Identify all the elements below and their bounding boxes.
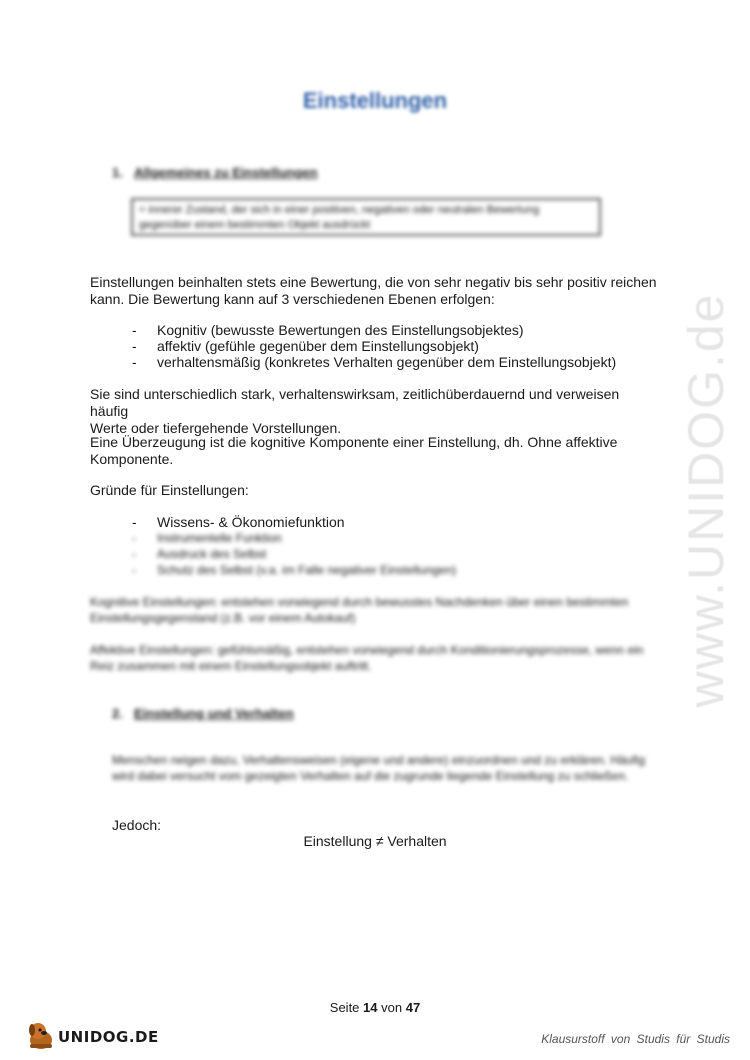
paragraph-line: Werte oder tiefergehende Vorstellungen. xyxy=(90,420,342,436)
paragraph-3 xyxy=(90,434,660,468)
dog-mascot-icon xyxy=(24,1018,58,1052)
section-1-heading xyxy=(112,165,317,180)
section-2-text: Menschen neigen dazu, Verhaltensweisen (eigene und andere) einzuordnen und zu erklären. Häufig wird dabei versucht vom gezeigten Verhalten auf die zugrunde liegende Einstellung zu schließen. xyxy=(112,753,646,783)
section-2-heading xyxy=(112,706,294,721)
list-item: - Instrumentelle Funktion xyxy=(132,531,282,545)
list-item: - Wissens- & Ökonomiefunktion xyxy=(132,514,345,530)
equation: Einstellung ≠ Verhalten xyxy=(303,833,447,849)
paragraph-line: Komponente. xyxy=(90,451,174,467)
paragraph-line: kann. Die Bewertung kann auf 3 verschiedenen Ebenen erfolgen: xyxy=(90,291,495,307)
watermark: www.UNIDOG.de xyxy=(678,292,734,708)
section-title: Einstellung und Verhalten xyxy=(134,706,294,721)
section-number: 1. xyxy=(112,165,123,180)
definition-box: = innerer Zustand, der sich in einer positiven, negativen oder neutralen Bewertung gegenüber einem bestimmten Objekt ausdrückt xyxy=(131,198,601,236)
reasons-list-blurred xyxy=(132,530,456,578)
reasons-list xyxy=(132,514,345,530)
page-title: Einstellungen xyxy=(302,88,448,113)
section-number: 2. xyxy=(112,706,123,721)
paragraph-2 xyxy=(90,386,660,437)
evaluation-levels-list xyxy=(132,322,616,370)
unidog-logo xyxy=(24,1018,164,1052)
paragraph-line: Einstellungen beinhalten stets eine Bewertung, die von sehr negativ bis sehr positiv reichen xyxy=(90,274,657,290)
affective-note: Affektive Einstellungen: gefühlsmäßig, entstehen vorwiegend durch Konditionierungsprozesse, wenn ein Reiz zusammen mit einem Einstellungsobjekt auftritt. xyxy=(90,643,644,673)
list-item: - Schutz des Selbst (v.a. im Falle negativer Einstellungen) xyxy=(132,563,457,577)
list-item: - verhaltensmäßig (konkretes Verhalten gegenüber dem Einstellungsobjekt) xyxy=(132,354,617,370)
reasons-heading: Gründe für Einstellungen: xyxy=(90,482,249,498)
jedoch-label: Jedoch: xyxy=(112,817,162,833)
list-item: - Kognitiv (bewusste Bewertungen des Einstellungsobjektes) xyxy=(132,322,524,338)
list-item: - Ausdruck des Selbst xyxy=(132,547,267,561)
footer-tagline: Klausurstoff von Studis für Studis xyxy=(541,1032,730,1046)
section-title: Allgemeines zu Einstellungen xyxy=(134,165,318,180)
logo-text: UNIDOG.DE xyxy=(58,1028,159,1046)
paragraph-line: Eine Überzeugung ist die kognitive Komponente einer Einstellung, dh. Ohne affektive xyxy=(90,434,618,450)
cognitive-note: Kognitive Einstellungen: entstehen vorwiegend durch bewusstes Nachdenken über einen bestimmten Einstellungsgegenstand (z.B. vor einem Autokauf) xyxy=(90,595,629,625)
paragraph-1 xyxy=(90,274,660,308)
page-number: Seite 14 von 47 xyxy=(329,1000,421,1015)
list-item: - affektiv (gefühle gegenüber dem Einstellungsobjekt) xyxy=(132,338,479,354)
paragraph-line: Sie sind unterschiedlich stark, verhaltenswirksam, zeitlichüberdauernd und verweisen häufig xyxy=(90,386,620,419)
